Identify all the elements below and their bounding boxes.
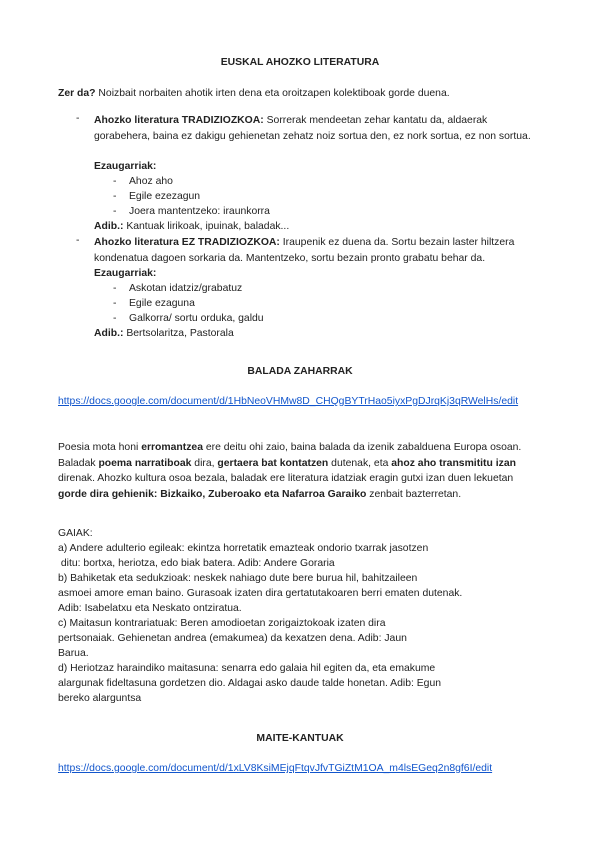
ez-tradizio-example [94,326,234,342]
bullet-dash: - [76,113,80,124]
ez-tradizio-label: Ahozko literatura EZ TRADIZIOZKOA: [94,237,280,248]
tradizio-feature-3: Joera mantentzeko: iraunkorra [129,206,270,217]
intro-label: Zer da? [58,88,96,99]
bold-span: erromantzea [141,442,203,453]
intro-text: Noizbait norbaiten ahotik irten dena eta oroitzapen kolektiboak gorde duena. [95,88,450,99]
bullet-dash: - [76,235,80,246]
section-heading-balada: BALADA ZAHARRAK [247,366,353,377]
gaiak-line-1: a) Andere adulterio egileak: ekintza horretatik emazteak ondorio txarrak jasotzen [58,543,429,554]
balada-paragraph [58,440,530,502]
ez-tradizio-feature-2: Egile ezaguna [129,298,195,309]
text-span: direnak. Ahozko kultura osoa bezala, baladak ere literatura idatziak eragin gutxi izan duen lekuetan [58,473,514,484]
text-span: dira, [191,457,218,469]
list-item: - [113,206,117,217]
text-span: dutenak, eta [328,457,392,469]
text-span: ere deitu ohi zaio, baina balada da izenik zabalduena Europa osoan. Baladak [58,442,522,469]
intro-paragraph [58,86,528,102]
list-item: - [113,298,117,309]
bold-span: gorde dira gehienik: Bizkaiko, Zuberoako eta Nafarroa Garaiko [58,488,367,500]
ez-tradizio-feature-1: Askotan idatziz/grabatuz [129,283,243,294]
bold-span: poema narratiboak [98,457,192,469]
tradizio-label: Ahozko literatura TRADIZIOZKOA: [94,115,264,126]
ez-tradizio-features-label: Ezaugarriak: [94,268,157,279]
balada-doc-link[interactable]: https://docs.google.com/document/d/1HbNeoVHMw8D_CHQgBYTrHao5iyxPgDJrqKj3qRWelHs/edit [58,396,519,407]
gaiak-line-3: b) Bahiketak eta sedukzioak: neskek nahiago dute bere burua hil, bahitzaileen [58,573,418,584]
maite-doc-link[interactable]: https://docs.google.com/document/d/1xLV8KsiMEjqFtqvJfvTGiZtM1OA_m4lsEGeq2n8gf6I/edit [58,763,493,774]
gaiak-line-6: c) Maitasun kontrariatuak: Beren amodioetan zorigaiztokoak izaten dira [58,618,386,629]
tradizio-example-label: Adib.: [94,221,124,232]
ez-tradizio-text: Iraupenik ez duena da. Sortu bezain laster hiltzera kondenatua dagoen sorkaria da. Mantentzeko, sortu bezain pronto grabatu behar da. [94,237,515,264]
gaiak-line-11: bereko alarguntsa [58,693,142,704]
gaiak-line-8: Barua. [58,648,89,659]
tradizio-paragraph [94,113,534,144]
tradizio-feature-1: Ahoz aho [129,176,173,187]
list-item: - [113,191,117,202]
tradizio-features-label: Ezaugarriak: [94,161,157,172]
ez-tradizio-example-label: Adib.: [94,328,124,339]
ez-tradizio-paragraph [94,235,534,266]
gaiak-line-9: d) Heriotzaz haraindiko maitasuna: senarra edo galaia hil egiten da, eta emakume [58,663,436,674]
section-heading-maite: MAITE-KANTUAK [256,733,344,744]
tradizio-text: Sorrerak mendeetan zehar kantatu da, aldaerak gorabehera, baina ez dakigu gehienetan zehatz noiz sortua den, ez nork sortua, ez non sortua. [94,115,531,142]
text-span: Poesia mota honi [58,442,142,453]
ez-tradizio-feature-3: Galkorra/ sortu orduka, galdu [129,313,264,324]
list-item: - [113,313,117,324]
text-span: zenbait bazterretan. [366,488,462,500]
list-item: - [113,283,117,294]
gaiak-line-10: alargunak fideltasuna gordetzen dio. Aldagai asko daude talde honetan. Adib: Egun [58,678,442,689]
gaiak-line-2: ditu: bortxa, heriotza, edo biak batera. Adib: Andere Goraria [58,558,335,569]
tradizio-feature-2: Egile ezezagun [129,191,201,202]
gaiak-line-5: Adib: Isabelatxu eta Neskato ontziratua. [58,603,242,614]
ez-tradizio-example-text: Bertsolaritza, Pastorala [123,328,234,339]
bold-span: ahoz aho transmititu izan [391,457,516,469]
document-title: EUSKAL AHOZKO LITERATURA [220,57,380,68]
gaiak-label: GAIAK: [58,528,93,539]
gaiak-line-7: pertsonaiak. Gehienetan andrea (emakumea) da kexatzen dena. Adib: Jaun [58,633,407,644]
list-item: - [113,176,117,187]
tradizio-example-text: Kantuak lirikoak, ipuinak, baladak... [123,221,290,232]
bold-span: gertaera bat kontatzen [217,457,329,469]
tradizio-example [94,219,289,235]
gaiak-line-4: asmoei amore eman baino. Gurasoak izaten dira gertatutakoaren berri ematen dutenak. [58,588,463,599]
